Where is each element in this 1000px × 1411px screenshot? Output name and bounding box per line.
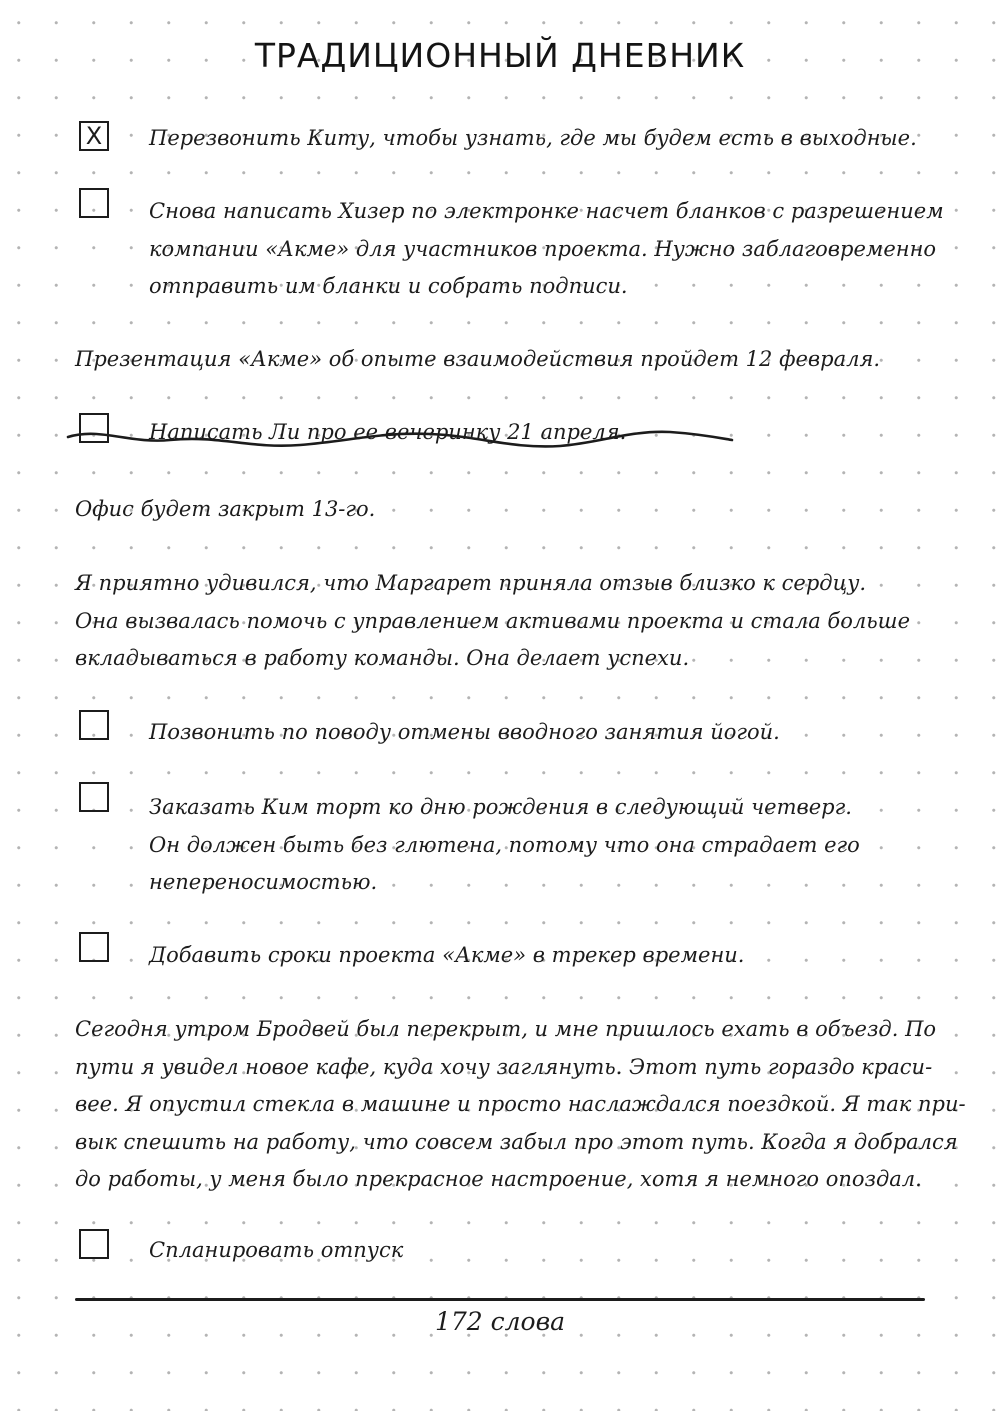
task-text: компании «Акме» для участников проекта. Нужно заблаговременно [149,236,937,261]
footer-divider [75,1298,925,1301]
task-text: Позвонить по поводу отмены вводного занятия йогой. [149,720,780,744]
note-text: до работы, у меня было прекрасное настроение, хотя я немного опоздал. [75,1167,922,1191]
task-text: Добавить сроки проекта «Акме» в трекер времени. [149,943,745,967]
task-text: Заказать Ким торт ко дню рождения в следующий четверг. [149,795,852,819]
note-text: Презентация «Акме» об опыте взаимодействия пройдет 12 февраля. [75,347,881,371]
task-text: непереносимостью. [149,870,378,894]
task-text: Спланировать отпуск [149,1238,404,1262]
task-item [149,789,860,902]
task-item [149,193,944,306]
note-item [75,491,375,529]
word-count: 172 слова [434,1307,566,1336]
task-item [149,1232,403,1270]
task-text: Написать Ли про ее вечеринку 21 апреля. [149,420,627,444]
checkmark-x-icon: X [85,122,103,150]
note-item [75,341,880,379]
task-text: Он должен быть без глютена, потому что она страдает его [149,832,860,857]
note-text: Она вызвалась помочь с управлением активами проекта и стала больше [75,608,911,633]
task-item [149,120,917,158]
task-text: Перезвонить Киту, чтобы узнать, где мы будем есть в выходные. [149,126,917,150]
task-checkbox-checked[interactable] [79,121,109,151]
note-text: Офис будет закрыт 13-го. [75,497,376,521]
task-checkbox[interactable] [79,710,109,740]
task-checkbox[interactable] [79,188,109,218]
note-text: вык спешить на работу, что совсем забыл про этот путь. Когда я добрался [75,1129,958,1154]
note-text: пути я увидел новое кафе, куда хочу заглянуть. Этот путь гораздо краси- [75,1054,933,1079]
strikethrough-squiggle [60,410,750,460]
task-text: отправить им бланки и собрать подписи. [149,274,628,298]
note-item [75,565,910,678]
task-text: Снова написать Хизер по электронке насчет бланков с разрешением [149,199,944,223]
task-item [149,714,780,752]
note-text: вее. Я опустил стекла в машине и просто наслаждался поездкой. Я так при- [75,1092,966,1116]
task-checkbox[interactable] [79,932,109,962]
task-checkbox[interactable] [79,782,109,812]
page-title: ТРАДИЦИОННЫЙ ДНЕВНИК [254,36,746,75]
note-item [75,1011,966,1199]
note-text: Сегодня утром Бродвей был перекрыт, и мне пришлось ехать в объезд. По [75,1017,937,1041]
task-checkbox[interactable] [79,1229,109,1259]
note-text: Я приятно удивился, что Маргарет приняла отзыв близко к сердцу. [75,571,867,595]
note-text: вкладываться в работу команды. Она делает успехи. [75,646,690,670]
task-item [149,937,745,975]
